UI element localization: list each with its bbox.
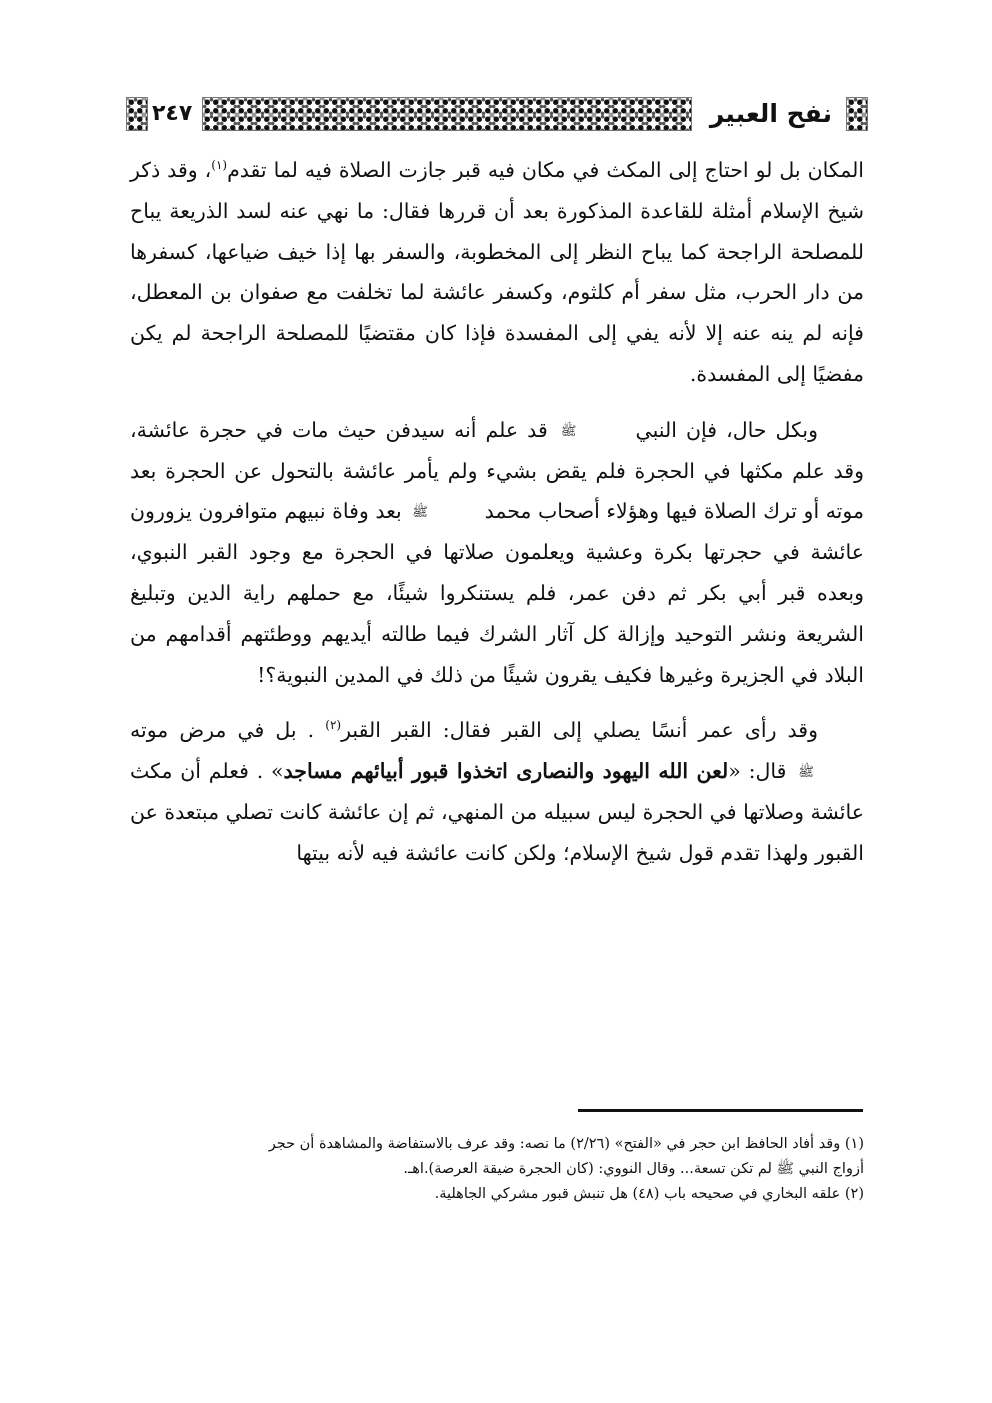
- salawat-glyph-icon: ﷺ: [412, 505, 429, 521]
- salawat-glyph-icon: ﷺ: [798, 765, 814, 781]
- running-header: [126, 94, 868, 134]
- footnote-reference-2[interactable]: (٢): [325, 718, 342, 733]
- footnote-line: أزواج النبي ﷺ لم تكن تسعة... وقال النووي: (كان الحجرة ضيقة العرصة).اهـ.: [403, 1161, 864, 1177]
- footnote-text: وقد أفاد الحافظ ابن حجر في «الفتح» (٢/٢٦) ما نصه: وقد عرف بالاستفاضة والمشاهدة أن حجر: [268, 1136, 841, 1152]
- paragraph-text: ، وقد ذكر شيخ الإسلام أمثلة للقاعدة المذكورة بعد أن قررها فقال: ما نهي عنه لسد الذريعة يباح للمصلحة الراجحة كما يباح النظر إلى المخطوبة، والسفر بها إذا خيف ضياعها، كسفرها من دار الحرب، مثل سفر أم كلثوم، وكسفر عائشة لما تخلفت مع صفوان بن المعطل، فإنه لم ينه عنه إلا لأنه يفي إلى المفسدة فإذا كان مقتضيًا للمصلحة الراجحة لم يكن مفضيًا إلى المفسدة.: [130, 158, 864, 386]
- salawat-glyph-icon: ﷺ: [560, 423, 577, 439]
- ornament-icon: [126, 97, 148, 131]
- paragraph-text: قال: «: [728, 759, 787, 784]
- ornament-band-icon: [202, 97, 692, 131]
- footnote-reference-1[interactable]: (١): [211, 158, 228, 173]
- paragraph-text: المكان بل لو احتاج إلى المكث في مكان فيه قبر جازت الصلاة فيه لما تقدم: [227, 158, 865, 182]
- footnote-separator: [578, 1109, 863, 1112]
- footnote-1: [130, 1132, 864, 1182]
- footnote-marker: (٢): [844, 1186, 864, 1202]
- footnote-2: [130, 1182, 864, 1207]
- paragraph-text: وبكل حال، فإن النبي: [635, 417, 818, 442]
- paragraph-2: [130, 410, 864, 696]
- page-number: ٢٤٧: [152, 101, 193, 126]
- paragraph-text: وقد رأى عمر أنسًا يصلي إلى القبر فقال: القبر القبر: [341, 718, 818, 743]
- paragraph-1: [130, 150, 864, 395]
- footnote-line: [130, 1182, 864, 1207]
- paragraph-3: [130, 710, 864, 873]
- paragraph-text: » . فعلم أن مكث عائشة وصلاتها في الحجرة ليس سبيله من المنهي، ثم إن عائشة كانت تصلي مبتعدة عن القبور ولهذا تقدم قول شيخ الإسلام؛ ولكن كانت عائشة فيه لأنه بيتها: [130, 759, 864, 865]
- paragraph-text: قد علم أنه سيدفن حيث مات في حجرة عائشة، وقد علم مكثها في الحجرة فلم يقض بشيء ولم يأمر عائشة بالتحول عن الحجرة بعد موته أو ترك الصلاة فيها وهؤلاء أصحاب محمد: [130, 417, 864, 524]
- paragraph-text: . بل في مرض موته: [130, 718, 315, 743]
- footnote-marker: (١): [844, 1136, 864, 1152]
- ornament-icon: [846, 97, 868, 131]
- book-title: نفح العبير: [709, 99, 832, 128]
- footnotes: [130, 1132, 864, 1207]
- hadith-quote: لعن الله اليهود والنصارى اتخذوا قبور أبيائهم مساجد: [283, 759, 729, 784]
- paragraph-text: بعد وفاة نبيهم متوافرون يزورون عائشة في حجرتها بكرة وعشية ويعلمون صلاتها في الحجرة مع وجود القبر النبوي، وبعده قبر أبي بكر ثم دفن عمر، فلم يستنكروا شيئًا، مع حملهم راية الدين وتبليغ الشريعة ونشر التوحيد وإزالة كل آثار الشرك فيما طالته أيديهم ووطئتهم أقدامهم من البلاد في الجزيرة وغيرها فكيف يقرون شيئًا من ذلك في المدين النبوية؟!: [130, 499, 864, 687]
- main-text: [130, 150, 864, 889]
- footnote-line: [130, 1132, 864, 1157]
- footnote-text: علقه البخاري في صحيحه باب (٤٨) هل تنبش قبور مشركي الجاهلية.: [434, 1186, 841, 1202]
